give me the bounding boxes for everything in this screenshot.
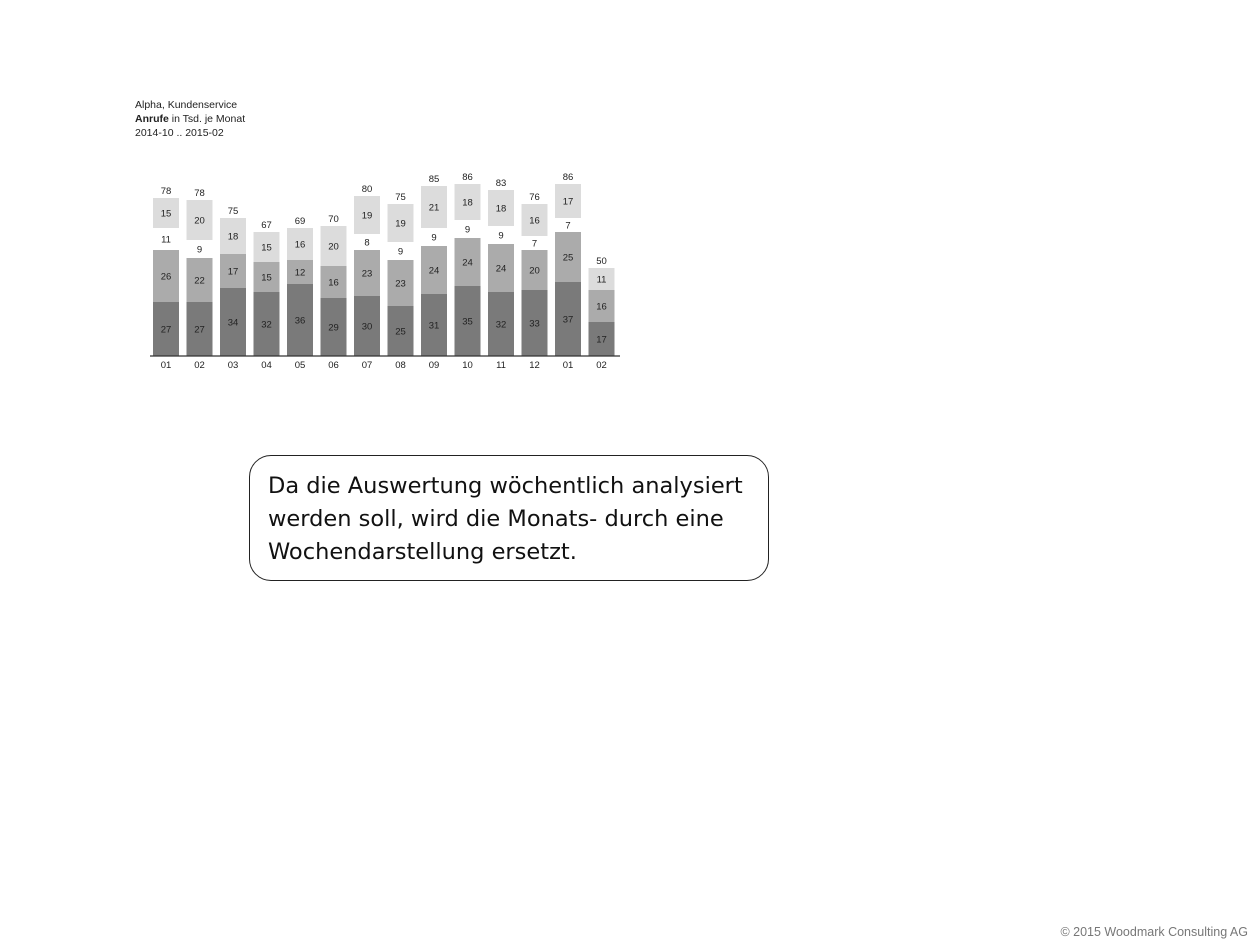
x-tick-label: 12	[529, 360, 540, 371]
chart-title-rest: in Tsd. je Monat	[168, 113, 246, 125]
bar-data-label: 8	[364, 237, 370, 249]
bar-total-label: 76	[529, 192, 540, 203]
bar-data-label: 18	[462, 197, 473, 209]
bar-data-label: 26	[160, 271, 172, 283]
bar-data-label: 34	[227, 317, 239, 329]
bar-data-label: 31	[428, 320, 440, 332]
x-tick-label: 04	[261, 360, 272, 371]
bar-total-label: 85	[428, 174, 440, 185]
x-tick-label: 11	[496, 360, 506, 371]
bar-data-label: 9	[464, 224, 471, 236]
bar-data-label: 7	[565, 220, 571, 232]
x-tick-label: 05	[294, 360, 306, 371]
bar-data-label: 32	[495, 319, 507, 331]
bar-data-label: 23	[395, 278, 406, 290]
bar-data-label: 9	[498, 230, 504, 242]
bar-total-label: 70	[328, 214, 339, 225]
bar-data-label: 19	[395, 218, 406, 230]
x-tick-label: 02	[596, 360, 607, 371]
bar-data-label: 32	[261, 319, 272, 331]
bar-total-label: 69	[294, 216, 306, 227]
x-tick-label: 09	[428, 360, 440, 371]
bar-data-label: 16	[294, 239, 306, 251]
bar-data-label: 17	[227, 266, 239, 278]
bar-total-label: 50	[596, 256, 607, 267]
bar-data-label: 36	[294, 315, 306, 327]
x-tick-label: 10	[462, 360, 473, 371]
bar-total-label: 83	[495, 178, 507, 189]
bar-data-label: 15	[160, 208, 172, 220]
bar-data-label: 29	[328, 322, 339, 334]
bar-data-label: 7	[531, 238, 538, 250]
bar-total-label: 67	[261, 220, 272, 231]
bar-data-label: 20	[328, 241, 339, 253]
bar-data-label: 30	[361, 321, 373, 333]
bar-data-label: 17	[596, 334, 607, 346]
bar-data-label: 22	[194, 275, 205, 287]
bar-data-label: 25	[395, 326, 406, 338]
bar-data-label: 24	[428, 265, 440, 277]
bar-data-label: 15	[261, 242, 272, 254]
bar-data-label: 20	[194, 215, 205, 227]
bar-data-label: 25	[562, 252, 574, 264]
chart-subtitle: Alpha, Kundenservice	[135, 99, 238, 111]
bar-data-label: 27	[160, 324, 172, 336]
x-tick-label: 06	[328, 360, 339, 371]
bar-data-label: 24	[495, 263, 507, 275]
bar-data-label: 18	[227, 231, 239, 243]
x-tick-label: 02	[194, 360, 205, 371]
bar-data-label: 35	[462, 316, 473, 328]
bar-total-label: 78	[194, 188, 205, 199]
bar-total-label: 80	[361, 184, 373, 195]
bar-data-label: 16	[596, 301, 607, 313]
x-tick-label: 08	[395, 360, 406, 371]
chart-period: 2014-10 .. 2015-02	[135, 127, 224, 139]
bar-data-label: 27	[194, 324, 205, 336]
x-tick-label: 07	[361, 360, 373, 371]
bar-data-label: 12	[294, 267, 306, 279]
callout-box	[249, 455, 769, 581]
bar-data-label: 21	[428, 202, 440, 214]
bar-data-label: 11	[596, 274, 607, 286]
bar-total-label: 78	[160, 186, 172, 197]
bar-data-label: 23	[361, 268, 373, 280]
bar-data-label: 33	[529, 318, 540, 330]
bar-total-label: 86	[562, 172, 574, 183]
x-tick-label: 01	[160, 360, 172, 371]
bar-data-label: 11	[161, 234, 171, 246]
bar-data-label: 19	[361, 210, 373, 222]
bar-data-label: 16	[328, 277, 339, 289]
bar-data-label: 17	[562, 196, 574, 208]
copyright-footer: © 2015 Woodmark Consulting AG	[1060, 925, 1248, 939]
bar-data-label: 9	[196, 244, 203, 256]
x-tick-label: 01	[562, 360, 574, 371]
bar-total-label: 86	[462, 172, 473, 183]
bar-data-label: 37	[562, 314, 574, 326]
bar-data-label: 18	[495, 203, 507, 215]
bar-data-label: 24	[462, 257, 473, 269]
bar-data-label: 15	[261, 272, 272, 284]
bar-data-label: 9	[431, 232, 437, 244]
callout-text: Da die Auswertung wöchentlich analysiert werden soll, wird die Monats- durch eine Wochendarstellung ersetzt.	[268, 473, 743, 565]
bar-total-label: 75	[227, 206, 239, 217]
bar-data-label: 16	[529, 215, 540, 227]
x-tick-label: 03	[227, 360, 239, 371]
bar-total-label: 75	[395, 192, 406, 203]
bar-data-label: 20	[529, 265, 540, 277]
bar-data-label: 9	[397, 246, 404, 258]
chart-title-bold: Anrufe	[135, 113, 169, 125]
